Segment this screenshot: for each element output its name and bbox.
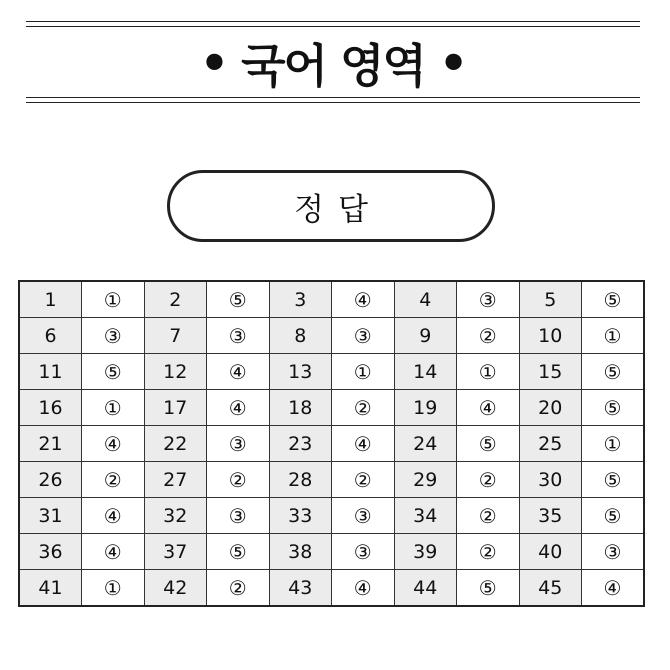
title-text: 국어 영역 xyxy=(241,39,425,93)
bullet-right: • xyxy=(438,36,467,90)
question-number-cell: 21 xyxy=(19,426,82,462)
answer-cell: ③ xyxy=(207,498,270,534)
question-number-cell: 29 xyxy=(394,462,457,498)
question-number-cell: 36 xyxy=(19,534,82,570)
answer-cell: ④ xyxy=(332,426,395,462)
answer-cell: ② xyxy=(332,462,395,498)
bottom-double-rule-outer xyxy=(26,97,640,98)
question-number-cell: 26 xyxy=(19,462,82,498)
answer-cell: ③ xyxy=(457,281,520,318)
table-row xyxy=(19,498,644,534)
answer-cell: ④ xyxy=(82,498,145,534)
question-number-cell: 1 xyxy=(19,281,82,318)
question-number-cell: 12 xyxy=(144,354,207,390)
bottom-double-rule-inner xyxy=(26,102,640,103)
table-row xyxy=(19,534,644,570)
answer-cell: ③ xyxy=(332,498,395,534)
answer-cell: ① xyxy=(82,281,145,318)
answer-cell: ⑤ xyxy=(582,354,645,390)
answer-cell: ⑤ xyxy=(207,534,270,570)
question-number-cell: 15 xyxy=(519,354,582,390)
question-number-cell: 8 xyxy=(269,318,332,354)
question-number-cell: 27 xyxy=(144,462,207,498)
question-number-cell: 23 xyxy=(269,426,332,462)
question-number-cell: 10 xyxy=(519,318,582,354)
answer-cell: ⑤ xyxy=(582,462,645,498)
answer-cell: ⑤ xyxy=(582,498,645,534)
question-number-cell: 31 xyxy=(19,498,82,534)
answer-cell: ② xyxy=(457,462,520,498)
question-number-cell: 14 xyxy=(394,354,457,390)
question-number-cell: 25 xyxy=(519,426,582,462)
question-number-cell: 16 xyxy=(19,390,82,426)
answer-cell: ④ xyxy=(332,570,395,607)
question-number-cell: 38 xyxy=(269,534,332,570)
table-row xyxy=(19,426,644,462)
question-number-cell: 24 xyxy=(394,426,457,462)
question-number-cell: 6 xyxy=(19,318,82,354)
question-number-cell: 44 xyxy=(394,570,457,607)
answer-cell: ② xyxy=(457,534,520,570)
question-number-cell: 32 xyxy=(144,498,207,534)
question-number-cell: 5 xyxy=(519,281,582,318)
answer-cell: ② xyxy=(207,462,270,498)
answer-cell: ③ xyxy=(207,426,270,462)
answer-cell: ② xyxy=(332,390,395,426)
answer-cell: ④ xyxy=(207,390,270,426)
answer-cell: ③ xyxy=(332,534,395,570)
question-number-cell: 11 xyxy=(19,354,82,390)
table-row xyxy=(19,354,644,390)
top-double-rule-outer xyxy=(26,21,640,22)
question-number-cell: 9 xyxy=(394,318,457,354)
question-number-cell: 42 xyxy=(144,570,207,607)
question-number-cell: 45 xyxy=(519,570,582,607)
answer-cell: ④ xyxy=(207,354,270,390)
answer-cell: ④ xyxy=(332,281,395,318)
answer-cell: ④ xyxy=(582,570,645,607)
answer-cell: ③ xyxy=(207,318,270,354)
question-number-cell: 37 xyxy=(144,534,207,570)
question-number-cell: 22 xyxy=(144,426,207,462)
question-number-cell: 43 xyxy=(269,570,332,607)
answer-cell: ⑤ xyxy=(582,390,645,426)
question-number-cell: 7 xyxy=(144,318,207,354)
answer-cell: ⑤ xyxy=(582,281,645,318)
table-row xyxy=(19,570,644,607)
answer-cell: ③ xyxy=(82,318,145,354)
top-double-rule-inner xyxy=(26,26,640,27)
question-number-cell: 18 xyxy=(269,390,332,426)
question-number-cell: 30 xyxy=(519,462,582,498)
answer-cell: ① xyxy=(82,390,145,426)
table-row xyxy=(19,281,644,318)
question-number-cell: 35 xyxy=(519,498,582,534)
table-row xyxy=(19,390,644,426)
answer-cell: ② xyxy=(207,570,270,607)
question-number-cell: 2 xyxy=(144,281,207,318)
question-number-cell: 41 xyxy=(19,570,82,607)
answer-cell: ① xyxy=(457,354,520,390)
question-number-cell: 20 xyxy=(519,390,582,426)
bullet-left: • xyxy=(199,36,228,90)
answer-key-label-text: 정답 xyxy=(294,191,382,228)
answer-cell: ⑤ xyxy=(82,354,145,390)
answer-cell: ④ xyxy=(457,390,520,426)
question-number-cell: 4 xyxy=(394,281,457,318)
answer-cell: ② xyxy=(82,462,145,498)
answer-cell: ③ xyxy=(332,318,395,354)
question-number-cell: 3 xyxy=(269,281,332,318)
answer-cell: ⑤ xyxy=(457,426,520,462)
answer-cell: ④ xyxy=(82,534,145,570)
question-number-cell: 34 xyxy=(394,498,457,534)
answer-cell: ③ xyxy=(582,534,645,570)
answer-cell: ① xyxy=(82,570,145,607)
answer-cell: ① xyxy=(582,318,645,354)
question-number-cell: 39 xyxy=(394,534,457,570)
answer-key-label xyxy=(167,170,495,242)
answer-cell: ① xyxy=(332,354,395,390)
question-number-cell: 28 xyxy=(269,462,332,498)
question-number-cell: 17 xyxy=(144,390,207,426)
page-title xyxy=(26,30,640,96)
answer-cell: ⑤ xyxy=(207,281,270,318)
answer-cell: ② xyxy=(457,498,520,534)
answer-cell: ④ xyxy=(82,426,145,462)
question-number-cell: 33 xyxy=(269,498,332,534)
answer-cell: ⑤ xyxy=(457,570,520,607)
table-row xyxy=(19,318,644,354)
answer-cell: ① xyxy=(582,426,645,462)
answer-table xyxy=(18,280,645,607)
answer-cell: ② xyxy=(457,318,520,354)
question-number-cell: 40 xyxy=(519,534,582,570)
question-number-cell: 19 xyxy=(394,390,457,426)
question-number-cell: 13 xyxy=(269,354,332,390)
table-row xyxy=(19,462,644,498)
